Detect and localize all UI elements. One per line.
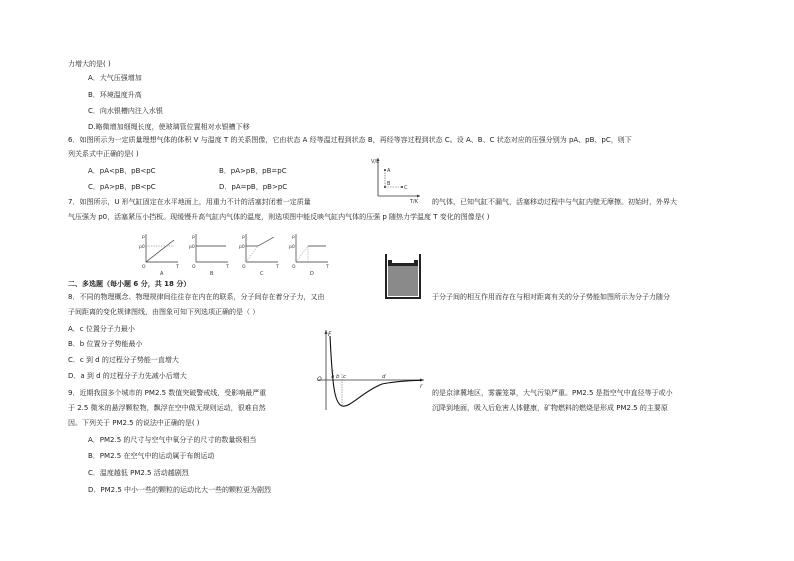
q6-option-a: A．pA<pB，pB<pC (88, 167, 156, 175)
q8-option-a: A．c 位置分子力最小 (68, 325, 135, 333)
q5-option-d: D.略微增加细绳长度，使玻璃管位置相对水银槽下移 (88, 123, 250, 131)
q7-stop-right (414, 260, 418, 263)
q6-vt-graph (364, 154, 424, 204)
q7-graph-c-label: C (260, 271, 264, 277)
q7-stem-line1a: 7．如图所示，U 形气缸固定在水平地面上，用重力不计的活塞封闭着一定质量 (68, 198, 311, 206)
q5-option-c: C．向水银槽内注入水银 (88, 107, 163, 115)
q8-point-c: c (343, 374, 347, 380)
q9-stem-line1a: 9．近期我国多个城市的 PM2.5 数值突破警戒线，受影响最严重 (68, 389, 267, 397)
q9-option-c: C．温度越低 PM2.5 活动越剧烈 (88, 469, 189, 477)
q9-stem-line3: 因。下列关于 PM2.5 的说法中正确的是( ) (68, 419, 200, 427)
q9-stem-line2a: 于 2.5 微米的悬浮颗粒物，飘浮在空中做无规则运动，很难自然 (68, 404, 266, 412)
q8-x-axis-label: r (420, 383, 423, 390)
q5-option-a: A．大气压强增加 (88, 74, 142, 82)
q6-point-b: B (387, 181, 391, 187)
q7-graph-a (139, 234, 179, 277)
q7-stem-line2: 气压强为 p0，活塞紧压小挡板。现缓慢升高气缸内气体的温度，则选项图中能反映气缸内气体的压强 p 随热力学温度 T 变化的图像是( ) (68, 213, 490, 221)
q8-stem-line1b: 于分子间的相互作用而存在与相对距离有关的分子势能如图所示为分子力随分 (432, 293, 670, 301)
q6-point-c: C (404, 185, 408, 191)
q6-y-axis-label: V/L (371, 159, 379, 165)
q9-option-d: D．PM2.5 中小一些的颗粒的运动比大一些的颗粒更为剧烈 (88, 486, 272, 494)
q7-cylinder-figure (378, 250, 428, 308)
q9-option-a: A．PM2.5 的尺寸与空气中氧分子的尺寸的数量级相当 (88, 436, 257, 444)
q7-graph-a-t: T (176, 265, 179, 270)
q6-option-d: D．pA=pB，pB>pC (219, 183, 288, 191)
q6-point-a: A (387, 168, 391, 174)
q7-graph-c-p: p (242, 235, 245, 240)
q7-graph-b (189, 234, 229, 277)
q7-graph-a-p: p (142, 235, 145, 240)
q6-stem-line2: 列关系式中正确的是( ) (68, 150, 139, 158)
q6-stem-line1: 6．如图所示为一定质量理想气体的体积 V 与温度 T 的关系图像，它由状态 A 经等温过程到状态 B，再经等容过程到状态 C。设 A、B、C 状态对应的压强分别为 pA、pB、pC，则下 (68, 136, 632, 144)
q9-option-b: B．PM2.5 在空气中的运动属于布朗运动 (88, 452, 215, 460)
q8-y-axis-label: F (328, 331, 332, 338)
q7-graph-c-o: O (242, 265, 246, 270)
q8-origin-label: O (317, 376, 322, 383)
q7-graph-c (239, 234, 279, 277)
q8-force-distance-graph (312, 326, 432, 412)
q5-option-b: B．环境温度升高 (88, 91, 142, 99)
q8-point-b: b (336, 374, 340, 380)
q7-graph-d-t: T (326, 265, 329, 270)
q8-point-d: d (382, 374, 386, 380)
q7-graph-c-t: T (276, 265, 279, 270)
q7-graph-a-label: A (160, 271, 164, 277)
q7-stop-left (388, 260, 392, 263)
q7-graph-a-p0: p0 (139, 245, 145, 250)
q7-graph-d-label: D (310, 271, 314, 277)
q7-stem-line1b: 的气体，已知气缸不漏气，活塞移动过程中与气缸内壁无摩擦。初始时，外界大 (432, 198, 677, 206)
q7-pt-graphs (136, 228, 336, 278)
q8-point-a: a (331, 374, 335, 380)
q7-graph-b-t: T (226, 265, 229, 270)
q6-option-c: C．pA>pB，pB<pC (88, 183, 156, 191)
q9-stem-line1b: 的是京津冀地区，雾霾笼罩，大气污染严重。PM2.5 是指空气中直径等于或小 (432, 389, 673, 397)
q7-graph-b-p0: p0 (189, 245, 195, 250)
q8-stem-line2: 子间距离的变化规律图线，由图象可知下列选项正确的是（ ） (68, 308, 260, 316)
q7-graph-d-p: p (292, 235, 295, 240)
q8-option-b: B．b 位置分子势能最小 (68, 340, 143, 348)
q8-force-curve (330, 336, 422, 406)
q6-option-b: B．pA>pB，pB=pC (219, 167, 287, 175)
q7-gas (388, 265, 418, 296)
q5-stem-tail: 力增大的是( ) (68, 60, 111, 68)
q7-graph-c-p0: p0 (239, 245, 245, 250)
q9-stem-line2b: 沉降到地面，吸入后危害人体健康，矿物燃料的燃烧是形成 PM2.5 的主要原 (432, 404, 668, 412)
q8-stem-line1a: 8．不同的物理概念、物理规律间往往存在内在的联系，分子间存在着分子力，又由 (68, 293, 325, 301)
section-multiple-choice-heading: 二、多选题（每小题 6 分，共 18 分） (68, 280, 191, 288)
q8-option-d: D．a 到 d 的过程分子力先减小后增大 (68, 372, 187, 380)
q7-graph-d-o: O (292, 265, 296, 270)
q7-graph-b-p: p (192, 235, 195, 240)
q6-x-axis-label: T/K (410, 199, 419, 204)
q7-graph-d-p0: p0 (289, 245, 295, 250)
q7-graph-a-o: O (142, 265, 146, 270)
q8-option-c: C．c 到 d 的过程分子势能一直增大 (68, 356, 179, 364)
q7-graph-b-o: O (192, 265, 196, 270)
q7-graph-b-label: B (210, 271, 214, 277)
q7-graph-d (289, 234, 329, 277)
q7-piston (388, 263, 418, 266)
